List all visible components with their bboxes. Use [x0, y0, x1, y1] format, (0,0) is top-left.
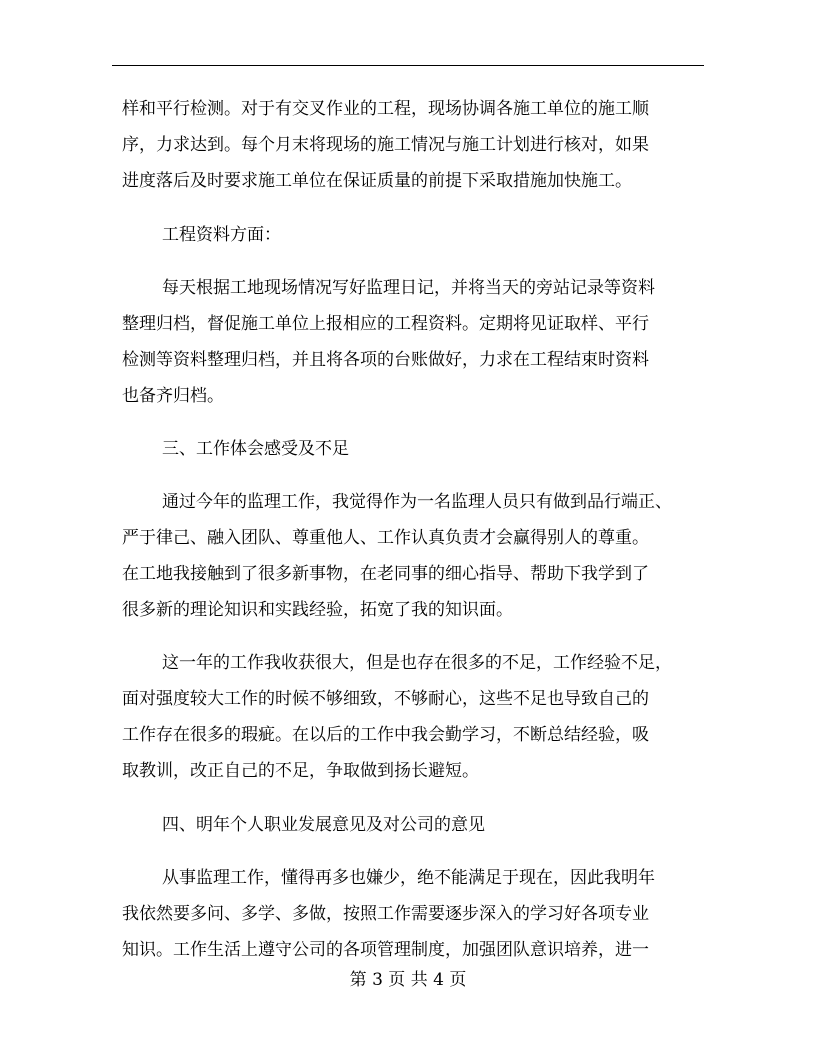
body-line: 这一年的工作我收获很大，但是也存在很多的不足，工作经验不足，	[162, 653, 672, 673]
body-line: 检测等资料整理归档，并且将各项的台账做好，力求在工程结束时资料	[122, 350, 649, 370]
body-line: 很多新的理论知识和实践经验，拓宽了我的知识面。	[122, 600, 513, 620]
body-line: 样和平行检测。对于有交叉作业的工程，现场协调各施工单位的施工顺	[122, 99, 649, 119]
body-line: 整理归档，督促施工单位上报相应的工程资料。定期将见证取样、平行	[122, 314, 649, 334]
body-line: 面对强度较大工作的时候不够细致，不够耐心，这些不足也导致自己的	[122, 689, 649, 709]
section-heading: 四、明年个人职业发展意见及对公司的意见	[162, 815, 485, 835]
body-line: 也备齐归档。	[122, 386, 224, 406]
body-line: 工作存在很多的瑕疵。在以后的工作中我会勤学习，不断总结经验，吸	[122, 725, 649, 745]
body-line: 序，力求达到。每个月末将现场的施工情况与施工计划进行核对，如果	[122, 135, 649, 155]
body-line: 取教训，改正自己的不足，争取做到扬长避短。	[122, 761, 479, 781]
section-heading: 三、工作体会感受及不足	[162, 439, 349, 459]
body-line: 每天根据工地现场情况写好监理日记，并将当天的旁站记录等资料	[162, 278, 655, 298]
body-line: 知识。工作生活上遵守公司的各项管理制度，加强团队意识培养，进一	[122, 940, 649, 960]
header-rule	[112, 65, 704, 66]
page-number-footer: 第 3 页 共 4 页	[349, 970, 467, 990]
body-line: 通过今年的监理工作，我觉得作为一名监理人员只有做到品行端正、	[162, 492, 672, 512]
body-line: 我依然要多问、多学、多做，按照工作需要逐步深入的学习好各项专业	[122, 904, 649, 924]
body-line: 在工地我接触到了很多新事物，在老同事的细心指导、帮助下我学到了	[122, 564, 649, 584]
section-label: 工程资料方面：	[162, 225, 281, 245]
body-line: 严于律己、融入团队、尊重他人、工作认真负责才会赢得别人的尊重。	[122, 528, 649, 548]
body-line: 从事监理工作，懂得再多也嫌少，绝不能满足于现在，因此我明年	[162, 868, 655, 888]
body-line: 进度落后及时要求施工单位在保证质量的前提下采取措施加快施工。	[122, 171, 632, 191]
